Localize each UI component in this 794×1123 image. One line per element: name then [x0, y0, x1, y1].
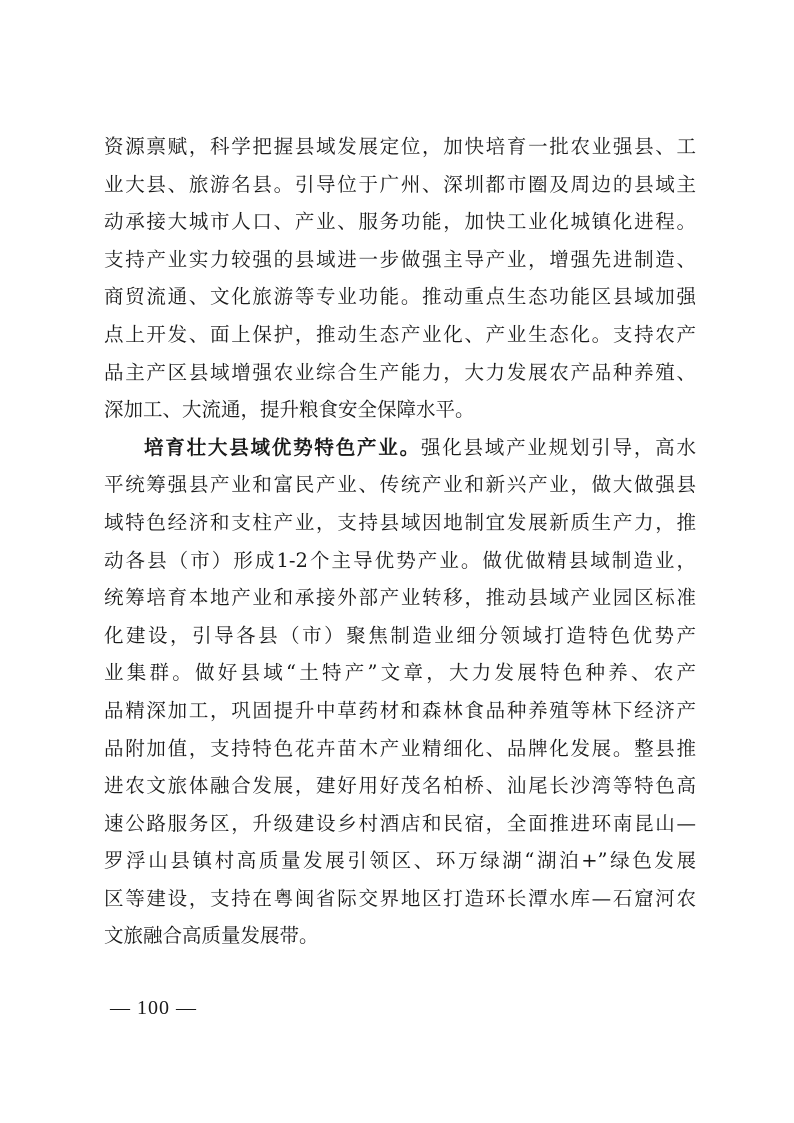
text-line: 品主产区县域增强农业综合生产能力，大力发展农产品种养殖、: [104, 360, 696, 384]
text-span: 强化县域产业规划引导，高水: [420, 435, 696, 459]
text-line: 品精深加工，巩固提升中草药材和森林食品种养殖等林下经济产: [104, 698, 696, 722]
text-line: 商贸流通、文化旅游等专业功能。推动重点生态功能区县域加强: [104, 285, 696, 309]
text-line: 资源禀赋，科学把握县域发展定位，加快培育一批农业强县、工: [104, 135, 696, 158]
text-line: 品附加值，支持特色花卉苗木产业精细化、品牌化发展。整县推: [104, 736, 696, 760]
paragraph-first-line: [104, 429, 696, 467]
paragraph-county-industries: [104, 429, 696, 955]
text-line: 进农文旅体融合发展，建好用好茂名柏桥、汕尾长沙湾等特色高: [104, 774, 696, 798]
text-line: 业大县、旅游名县。引导位于广州、深圳都市圈及周边的县域主: [104, 172, 696, 196]
text-line: 业集群。做好县域“土特产”文章，大力发展特色种养、农产: [104, 661, 696, 685]
text-line: 动承接大城市人口、产业、服务功能，加快工业化城镇化进程。: [104, 210, 696, 234]
text-line: 域特色经济和支柱产业，支持县域因地制宜发展新质生产力，推: [104, 510, 696, 534]
text-line: 文旅融合高质量发展带。: [104, 924, 319, 948]
text-line: 区等建设，支持在粤闽省际交界地区打造环长潭水库—石窟河农: [104, 886, 696, 910]
paragraph-county-positioning: [104, 128, 696, 429]
text-line: 化建设，引导各县（市）聚焦制造业细分领域打造特色优势产: [104, 623, 696, 647]
document-body: [104, 128, 696, 955]
text-line: 罗浮山县镇村高质量发展引领区、环万绿湖“湖泊+”绿色发展: [104, 849, 696, 873]
text-line: 深加工、大流通，提升粮食安全保障水平。: [104, 398, 475, 422]
page-number: — 100 —: [110, 997, 197, 1019]
text-line: 点上开发、面上保护，推动生态产业化、产业生态化。支持农产: [104, 322, 696, 346]
text-line: 支持产业实力较强的县域进一步做强主导产业，增强先进制造、: [104, 247, 696, 271]
text-line: 动各县（市）形成1-2个主导优势产业。做优做精县域制造业，: [104, 548, 696, 572]
text-line: 统筹培育本地产业和承接外部产业转移，推动县域产业园区标准: [104, 586, 696, 610]
paragraph-heading: 培育壮大县域优势特色产业。: [144, 435, 421, 459]
text-line: 速公路服务区，升级建设乡村酒店和民宿，全面推进环南昆山—: [104, 811, 696, 835]
text-line: 平统筹强县产业和富民产业、传统产业和新兴产业，做大做强县: [104, 473, 696, 497]
